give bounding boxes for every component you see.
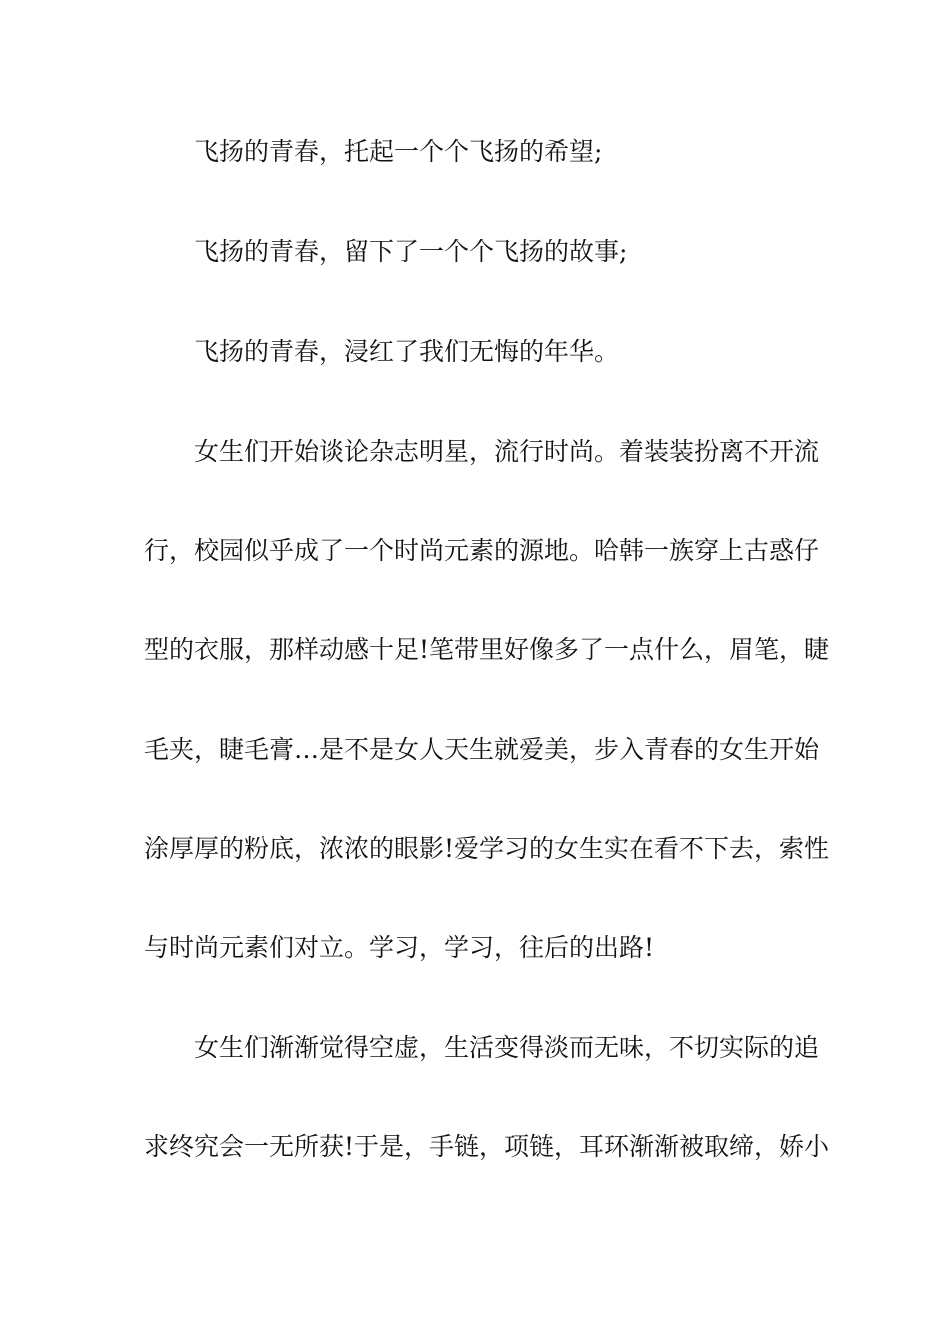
paragraph-1-line-2: 行，校园似乎成了一个时尚元素的源地。哈韩一族穿上古惑仔 — [144, 536, 820, 565]
paragraph-1-line-6: 与时尚元素们对立。学习，学习，往后的出路! — [144, 933, 655, 962]
paragraph-1-line-4: 毛夹，睫毛膏…是不是女人天生就爱美，步入青春的女生开始 — [144, 735, 820, 764]
paragraph-1-line-3: 型的衣服，那样动感十足!笔带里好像多了一点什么，眉笔，睫 — [144, 635, 830, 664]
paragraph-1-line-5: 涂厚厚的粉底，浓浓的眼影!爱学习的女生实在看不下去，索性 — [144, 834, 830, 863]
poem-line-3: 飞扬的青春，浸红了我们无悔的年华。 — [194, 337, 620, 366]
paragraph-2-line-1: 女生们渐渐觉得空虚，生活变得淡而无味，不切实际的追 — [194, 1033, 820, 1062]
poem-line-1: 飞扬的青春，托起一个个飞扬的希望; — [194, 137, 603, 166]
poem-line-2: 飞扬的青春，留下了一个个飞扬的故事; — [194, 237, 628, 266]
paragraph-2-line-2: 求终究会一无所获!于是，手链，项链，耳环渐渐被取缔，娇小 — [144, 1132, 830, 1161]
paragraph-1-line-1: 女生们开始谈论杂志明星，流行时尚。着装装扮离不开流 — [194, 437, 820, 466]
